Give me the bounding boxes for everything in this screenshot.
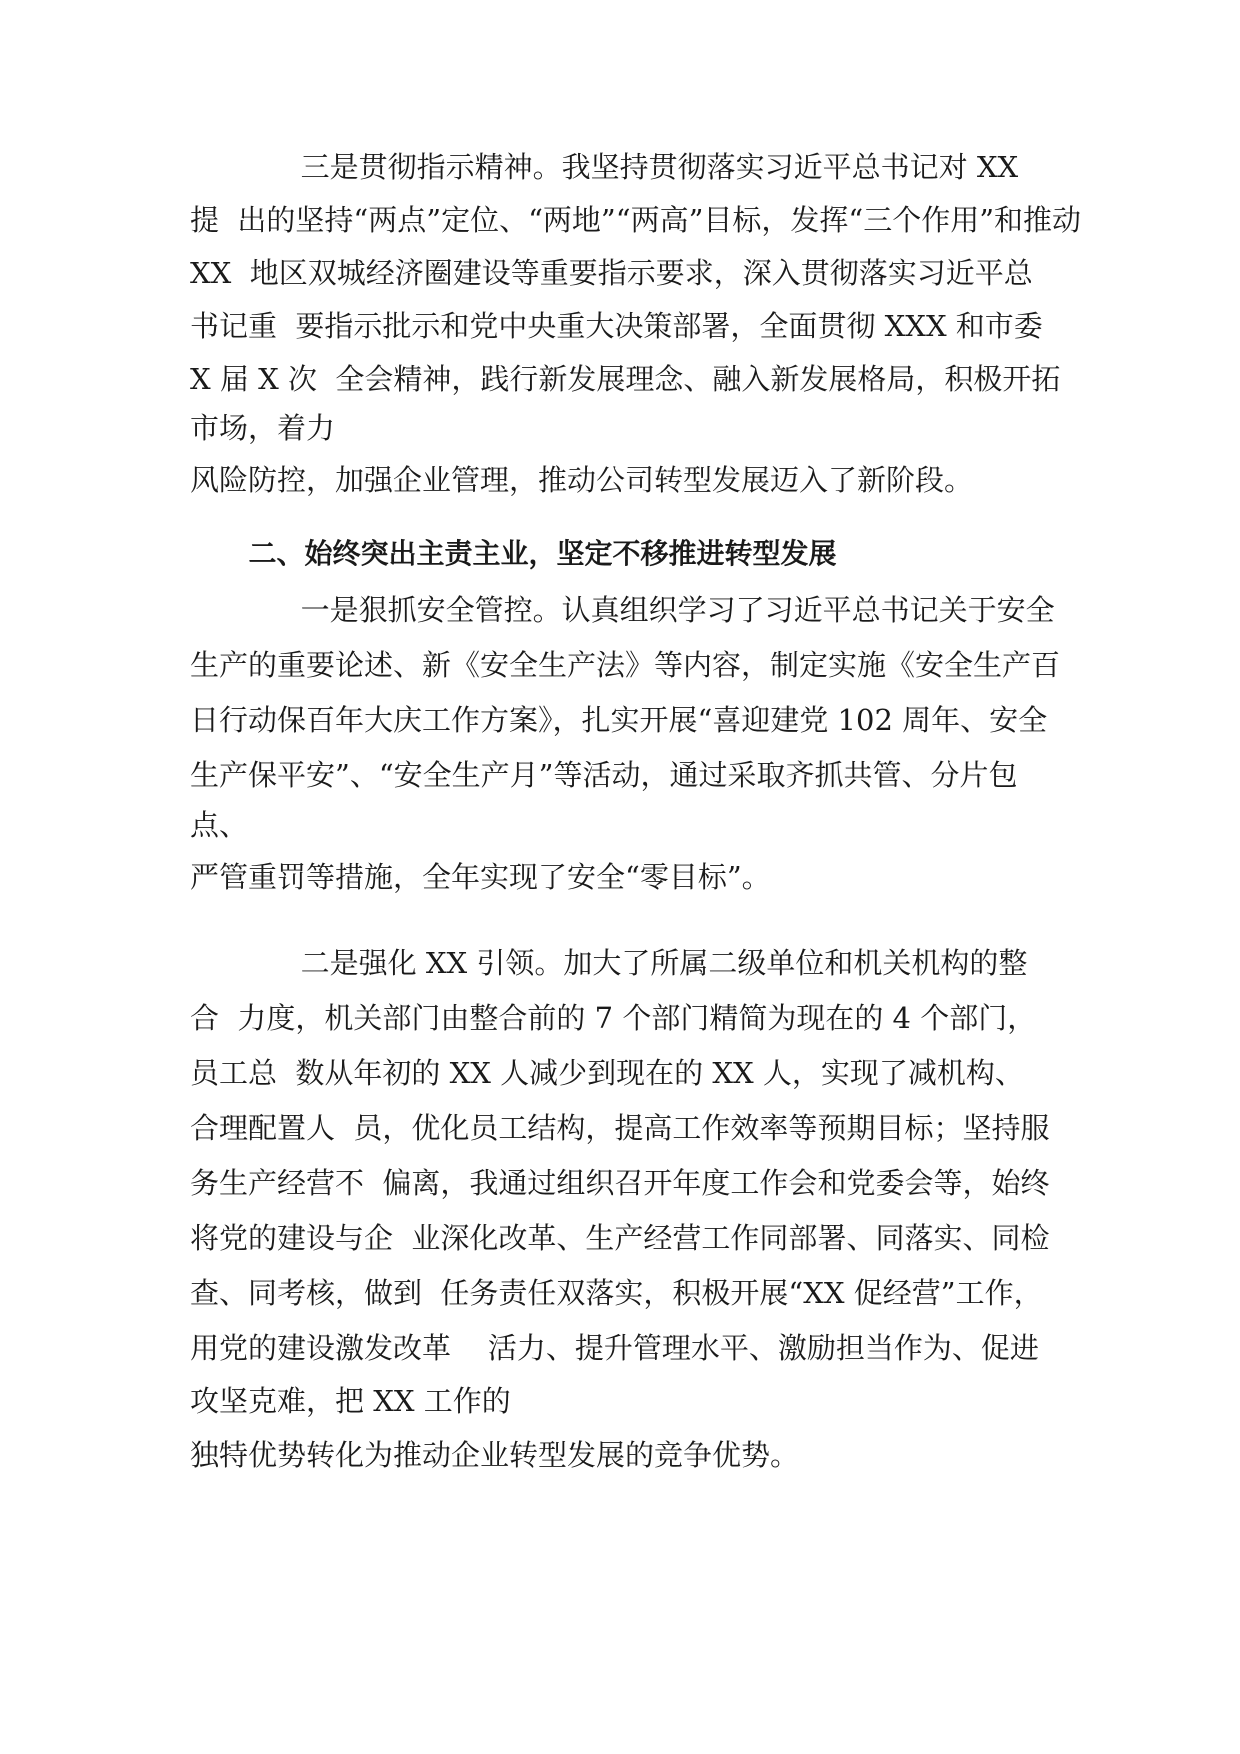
paragraph-1-line-6: 严管重罚等措施，全年实现了安全“零目标”。 — [190, 860, 771, 894]
paragraph-1-line-3: 日行动保百年大庆工作方案》，扎实开展“喜迎建党 102 周年、安全 — [190, 703, 1048, 737]
paragraph-2-line-3: 员工总 数从年初的 XX 人减少到现在的 XX 人，实现了减机构、 — [190, 1056, 1024, 1090]
paragraph-3-line-5: X 届 X 次 全会精神，践行新发展理念、融入新发展格局，积极开拓 — [190, 362, 1061, 396]
paragraph-2-line-7: 查、同考核，做到 任务责任双落实，积极开展“XX 促经营”工作， — [190, 1276, 1043, 1310]
paragraph-3-line-4: 书记重 要指示批示和党中央重大决策部署，全面贯彻 XXX 和市委 — [190, 309, 1043, 343]
paragraph-2-line-2: 合 力度，机关部门由整合前的 7 个部门精简为现在的 4 个部门， — [190, 1001, 1037, 1035]
paragraph-2-line-1: 二是强化 XX 引领。加大了所属二级单位和机关机构的整 — [190, 946, 1028, 980]
paragraph-1-line-1: 一是狠抓安全管控。认真组织学习了习近平总书记关于安全 — [190, 593, 1055, 627]
paragraph-2-line-5: 务生产经营不 偏离，我通过组织召开年度工作会和党委会等，始终 — [190, 1166, 1050, 1200]
paragraph-1-line-2: 生产的重要论述、新《安全生产法》等内容，制定实施《安全生产百 — [190, 648, 1061, 682]
paragraph-2-line-6: 将党的建设与企 业深化改革、生产经营工作同部署、同落实、同检 — [190, 1221, 1050, 1255]
paragraph-3-line-2: 提 出的坚持“两点”定位、“两地”“两高”目标，发挥“三个作用”和推动 — [190, 203, 1082, 237]
paragraph-2-line-10: 独特优势转化为推动企业转型发展的竞争优势。 — [190, 1438, 800, 1472]
paragraph-1-line-5: 点、 — [190, 808, 249, 842]
paragraph-2-line-9: 攻坚克难，把 XX 工作的 — [190, 1384, 511, 1418]
paragraph-3-line-1: 三是贯彻指示精神。我坚持贯彻落实习近平总书记对 XX — [190, 150, 1019, 184]
paragraph-3-line-6: 市场，着力 — [190, 411, 336, 445]
paragraph-3-line-3: XX 地区双城经济圈建设等重要指示要求，深入贯彻落实习近平总 — [190, 256, 1033, 290]
paragraph-3-line-7: 风险防控，加强企业管理，推动公司转型发展迈入了新阶段。 — [190, 463, 974, 497]
paragraph-2-line-4: 合理配置人 员，优化员工结构，提高工作效率等预期目标；坚持服 — [190, 1111, 1050, 1145]
paragraph-2-line-8: 用党的建设激发改革 活力、提升管理水平、激励担当作为、促进 — [190, 1331, 1039, 1365]
paragraph-1-line-4: 生产保平安”、“安全生产月”等活动，通过采取齐抓共管、分片包 — [190, 758, 1018, 792]
section-heading: 二、始终突出主责主业，坚定不移推进转型发展 — [190, 537, 837, 570]
